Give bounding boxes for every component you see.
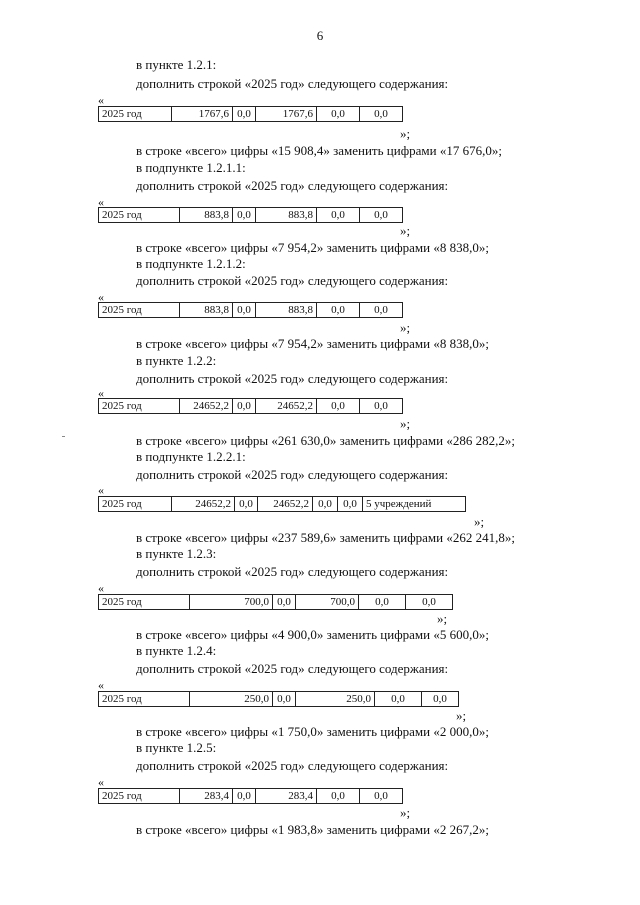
total-cell: 24652,2 xyxy=(180,399,233,414)
value-cell: 0,0 xyxy=(360,107,403,122)
value-cell: 24652,2 xyxy=(256,399,317,414)
quote-open: « xyxy=(98,195,104,209)
item-instruction: дополнить строкой «2025 год» следующего содержания: xyxy=(136,273,449,288)
year-cell: 2025 год xyxy=(99,107,172,122)
replace-instruction: в строке «всего» цифры «15 908,4» заменить цифрами «17 676,0»; xyxy=(136,143,502,158)
replace-instruction: в строке «всего» цифры «7 954,2» заменить цифрами «8 838,0»; xyxy=(136,240,489,255)
item-instruction: дополнить строкой «2025 год» следующего содержания: xyxy=(136,371,449,386)
item-instruction: дополнить строкой «2025 год» следующего содержания: xyxy=(136,467,449,482)
value-cell: 283,4 xyxy=(256,789,317,804)
item-heading: в пункте 1.2.3: xyxy=(136,546,217,561)
value-cell: 0,0 xyxy=(233,208,256,223)
total-cell: 24652,2 xyxy=(172,497,235,512)
value-cell: 0,0 xyxy=(233,303,256,318)
value-cell: 0,0 xyxy=(422,692,459,707)
value-cell: 700,0 xyxy=(296,595,359,610)
value-cell: 0,0 xyxy=(317,107,360,122)
value-cell: 1767,6 xyxy=(256,107,317,122)
item-heading: в пункте 1.2.4: xyxy=(136,643,217,658)
data-row-table xyxy=(98,788,403,804)
value-cell: 0,0 xyxy=(233,399,256,414)
value-cell: 0,0 xyxy=(235,497,258,512)
item-instruction: дополнить строкой «2025 год» следующего содержания: xyxy=(136,564,449,579)
value-cell: 0,0 xyxy=(273,692,296,707)
value-cell: 0,0 xyxy=(360,789,403,804)
quote-open: « xyxy=(98,483,104,497)
item-heading: в пункте 1.2.2: xyxy=(136,353,217,368)
total-cell: 1767,6 xyxy=(172,107,233,122)
value-cell: 0,0 xyxy=(313,497,338,512)
quote-open: « xyxy=(98,386,104,400)
value-cell: 883,8 xyxy=(256,303,317,318)
value-cell: 0,0 xyxy=(360,208,403,223)
replace-instruction: в строке «всего» цифры «261 630,0» заменить цифрами «286 282,2»; xyxy=(136,433,515,448)
replace-instruction: в строке «всего» цифры «237 589,6» заменить цифрами «262 241,8»; xyxy=(136,530,515,545)
item-instruction: дополнить строкой «2025 год» следующего содержания: xyxy=(136,661,449,676)
value-cell: 0,0 xyxy=(317,303,360,318)
quote-close: »; xyxy=(437,611,448,626)
item-instruction: дополнить строкой «2025 год» следующего содержания: xyxy=(136,758,449,773)
item-heading: в подпункте 1.2.1.1: xyxy=(136,160,246,175)
year-cell: 2025 год xyxy=(99,789,180,804)
item-heading: в подпункте 1.2.1.2: xyxy=(136,256,246,271)
quote-close: »; xyxy=(400,805,411,820)
quote-open: « xyxy=(98,775,104,789)
year-cell: 2025 год xyxy=(99,303,180,318)
item-heading: в пункте 1.2.1: xyxy=(136,57,217,72)
value-cell: 0,0 xyxy=(360,303,403,318)
replace-instruction: в строке «всего» цифры «7 954,2» заменить цифрами «8 838,0»; xyxy=(136,336,489,351)
total-cell: 700,0 xyxy=(190,595,273,610)
value-cell: 0,0 xyxy=(375,692,422,707)
item-heading: в подпункте 1.2.2.1: xyxy=(136,449,246,464)
data-row-table xyxy=(98,302,403,318)
data-row-table xyxy=(98,106,403,122)
year-cell: 2025 год xyxy=(99,497,172,512)
value-cell: 0,0 xyxy=(317,208,360,223)
year-cell: 2025 год xyxy=(99,208,180,223)
institutions-cell: 5 учреждений xyxy=(363,497,466,512)
year-cell: 2025 год xyxy=(99,399,180,414)
total-cell: 883,8 xyxy=(180,303,233,318)
item-instruction: дополнить строкой «2025 год» следующего содержания: xyxy=(136,76,449,91)
data-row-table xyxy=(98,398,403,414)
quote-close: »; xyxy=(400,416,411,431)
value-cell: 24652,2 xyxy=(258,497,313,512)
value-cell: 250,0 xyxy=(296,692,375,707)
data-row-table xyxy=(98,207,403,223)
value-cell: 0,0 xyxy=(233,107,256,122)
value-cell: 0,0 xyxy=(317,789,360,804)
value-cell: 0,0 xyxy=(338,497,363,512)
quote-close: »; xyxy=(456,708,467,723)
total-cell: 883,8 xyxy=(180,208,233,223)
item-heading: в пункте 1.2.5: xyxy=(136,740,217,755)
quote-close: »; xyxy=(400,223,411,238)
year-cell: 2025 год xyxy=(99,595,190,610)
item-instruction: дополнить строкой «2025 год» следующего содержания: xyxy=(136,178,449,193)
data-row-table xyxy=(98,691,459,707)
value-cell: 883,8 xyxy=(256,208,317,223)
value-cell: 0,0 xyxy=(360,399,403,414)
quote-open: « xyxy=(98,290,104,304)
quote-close: »; xyxy=(400,126,411,141)
replace-instruction: в строке «всего» цифры «1 983,8» заменить цифрами «2 267,2»; xyxy=(136,822,489,837)
page-number: 6 xyxy=(316,28,324,43)
value-cell: 0,0 xyxy=(359,595,406,610)
value-cell: 0,0 xyxy=(233,789,256,804)
value-cell: 0,0 xyxy=(406,595,453,610)
replace-instruction: в строке «всего» цифры «1 750,0» заменить цифрами «2 000,0»; xyxy=(136,724,489,739)
replace-instruction: в строке «всего» цифры «4 900,0» заменить цифрами «5 600,0»; xyxy=(136,627,489,642)
total-cell: 250,0 xyxy=(190,692,273,707)
year-cell: 2025 год xyxy=(99,692,190,707)
quote-close: »; xyxy=(400,320,411,335)
quote-open: « xyxy=(98,678,104,692)
scan-mark xyxy=(62,436,65,437)
quote-open: « xyxy=(98,93,104,107)
quote-open: « xyxy=(98,581,104,595)
value-cell: 0,0 xyxy=(317,399,360,414)
data-row-table xyxy=(98,594,453,610)
quote-close: »; xyxy=(474,514,485,529)
total-cell: 283,4 xyxy=(180,789,233,804)
data-row-table xyxy=(98,496,466,512)
value-cell: 0,0 xyxy=(273,595,296,610)
